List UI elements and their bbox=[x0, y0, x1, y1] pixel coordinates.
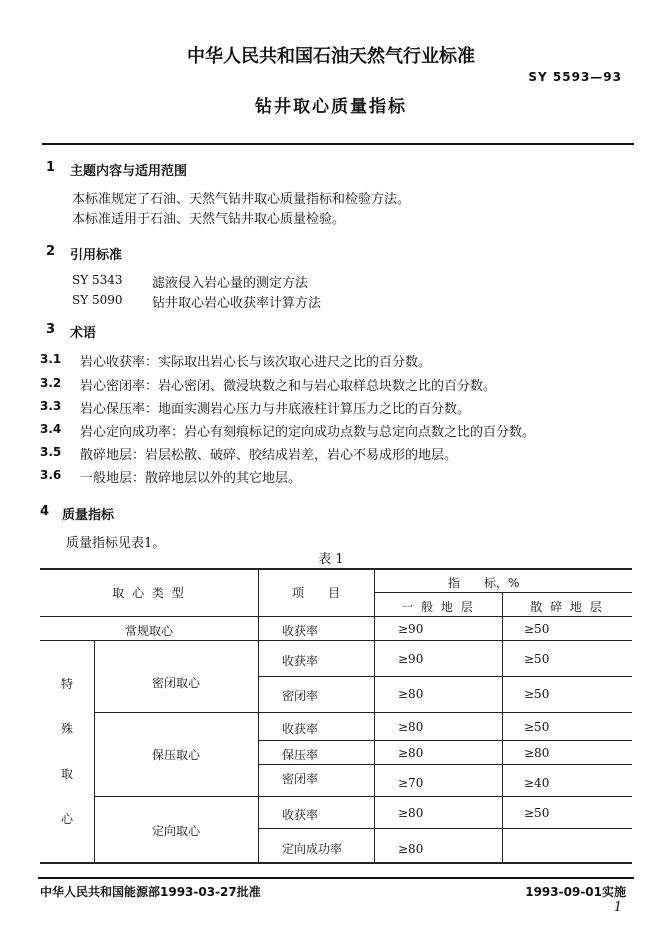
page-number: 1 bbox=[613, 900, 622, 915]
section-2-number: 2 bbox=[46, 244, 56, 259]
table-row-item: 收获率 bbox=[282, 722, 319, 736]
header-type: 取 心 类 型 bbox=[112, 586, 186, 600]
section-4-number: 4 bbox=[40, 504, 50, 519]
table-row-broken: ≥50 bbox=[524, 687, 550, 701]
table-row-general: ≥80 bbox=[398, 806, 424, 820]
section-1-paragraph: 本标准规定了石油、天然气钻井取心质量指标和检验方法。 bbox=[72, 192, 411, 207]
table-row-item: 收获率 bbox=[282, 624, 319, 638]
table-row-general: ≥80 bbox=[398, 746, 424, 760]
special-coring-label: 特 bbox=[60, 677, 73, 691]
table-row-broken: ≥40 bbox=[524, 776, 550, 790]
group-sealed-coring: 密闭取心 bbox=[151, 676, 200, 690]
section-1-number: 1 bbox=[46, 160, 56, 175]
section-4-title: 质量指标 bbox=[62, 508, 115, 523]
section-3-number: 3 bbox=[46, 322, 56, 337]
term-definition: 岩心密闭率：岩心密闭、微浸块数之和与岩心取样总块数之比的百分数。 bbox=[80, 379, 497, 394]
table-row-item: 密闭率 bbox=[282, 772, 319, 786]
term-number: 3.4 bbox=[40, 422, 62, 436]
table-row-general: ≥90 bbox=[398, 652, 424, 666]
reference-title: 钻井取心岩心收获率计算方法 bbox=[152, 296, 322, 311]
special-coring-label: 心 bbox=[60, 812, 73, 826]
term-number: 3.3 bbox=[40, 399, 62, 413]
table-row-general: ≥90 bbox=[398, 622, 424, 636]
standard-code: SY 5593—93 bbox=[528, 70, 622, 84]
header-general-stratum: 一 般 地 层 bbox=[401, 600, 475, 614]
table-row-general: ≥70 bbox=[398, 776, 424, 790]
term-number: 3.2 bbox=[40, 376, 62, 390]
group-oriented-coring: 定向取心 bbox=[151, 824, 200, 838]
footer-rule bbox=[38, 877, 634, 879]
section-3-title: 术语 bbox=[70, 326, 97, 341]
section-1-title: 主题内容与适用范围 bbox=[70, 164, 188, 179]
table-row-item: 密闭率 bbox=[282, 689, 319, 703]
section-1-paragraph: 本标准适用于石油、天然气钻井取心质量检验。 bbox=[72, 212, 346, 227]
table-caption: 表 1 bbox=[318, 552, 344, 567]
special-coring-label: 殊 bbox=[60, 722, 73, 736]
effective-date: 1993-09-01实施 bbox=[525, 885, 626, 899]
table-row-item: 定向成功率 bbox=[282, 842, 343, 856]
reference-title: 滤液侵入岩心量的测定方法 bbox=[152, 276, 309, 291]
table-row-broken: ≥80 bbox=[524, 746, 550, 760]
term-definition: 一般地层：散碎地层以外的其它地层。 bbox=[80, 471, 302, 486]
term-definition: 岩心保压率：地面实测岩心压力与井底液柱计算压力之比的百分数。 bbox=[80, 402, 471, 417]
header-broken-stratum: 散 碎 地 层 bbox=[530, 600, 604, 614]
table-row-broken: ≥50 bbox=[524, 622, 550, 636]
org-title: 中华人民共和国石油天然气行业标准 bbox=[187, 46, 475, 67]
special-coring-label: 取 bbox=[60, 767, 73, 781]
group-conventional-coring: 常规取心 bbox=[124, 624, 173, 638]
header-item: 项 目 bbox=[291, 586, 340, 600]
reference-code: SY 5090 bbox=[72, 293, 123, 307]
document-title: 钻井取心质量指标 bbox=[255, 97, 407, 117]
term-number: 3.6 bbox=[40, 468, 62, 482]
term-number: 3.1 bbox=[40, 352, 62, 366]
term-definition: 散碎地层：岩层松散、破碎、胶结成岩差，岩心不易成形的地层。 bbox=[80, 448, 458, 463]
table-row-broken: ≥50 bbox=[524, 720, 550, 734]
approval-note: 中华人民共和国能源部1993-03-27批准 bbox=[40, 885, 261, 899]
table-row-broken: ≥50 bbox=[524, 652, 550, 666]
table-row-general: ≥80 bbox=[398, 687, 424, 701]
section-4-paragraph: 质量指标见表1。 bbox=[66, 536, 166, 551]
header-rule bbox=[42, 143, 634, 145]
table-row-broken: ≥50 bbox=[524, 806, 550, 820]
reference-code: SY 5343 bbox=[72, 273, 123, 287]
table-row-general: ≥80 bbox=[398, 842, 424, 856]
table-row-item: 收获率 bbox=[282, 654, 319, 668]
term-number: 3.5 bbox=[40, 445, 62, 459]
table-row-item: 收获率 bbox=[282, 808, 319, 822]
table-row-item: 保压率 bbox=[282, 748, 319, 762]
group-pressure-coring: 保压取心 bbox=[151, 748, 200, 762]
term-definition: 岩心收获率：实际取出岩心长与该次取心进尺之比的百分数。 bbox=[80, 355, 432, 370]
section-2-title: 引用标准 bbox=[70, 248, 123, 263]
table-row-general: ≥80 bbox=[398, 720, 424, 734]
header-index: 指 标，% bbox=[448, 576, 520, 590]
term-definition: 岩心定向成功率：岩心有刻痕标记的定向成功点数与总定向点数之比的百分数。 bbox=[80, 425, 536, 440]
